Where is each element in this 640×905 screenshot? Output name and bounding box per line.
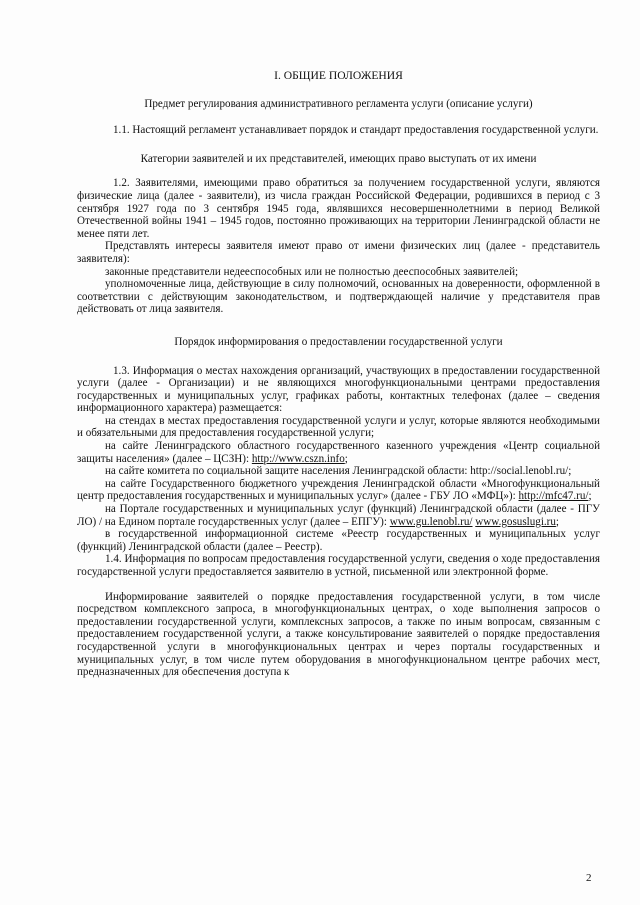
- page-content: [77, 70, 600, 679]
- paragraph-portal: [77, 503, 600, 528]
- paragraph-representatives: Представлять интересы заявителя имеют право от имени физических лиц (далее - представитель заявителя):: [77, 240, 600, 265]
- subject-heading: Предмет регулирования административного регламента услуги (описание услуги): [144, 97, 533, 110]
- page-number: 2: [586, 872, 592, 884]
- portal-link-gosuslugi[interactable]: www.gosuslugi.ru: [475, 515, 556, 528]
- paragraph-1-1: 1.1. Настоящий регламент устанавливает порядок и стандарт предоставления государственной услуги.: [113, 124, 599, 137]
- portal-end: ;: [555, 515, 560, 528]
- portal-link-lenobl[interactable]: www.gu.lenobl.ru/: [389, 515, 473, 528]
- paragraph-committee: на сайте комитета по социальной защите населения Ленинградской области: http://social.lenobl.ru/;: [105, 465, 572, 478]
- paragraph-cszn: [77, 440, 600, 465]
- paragraph-1-3: 1.3. Информация о местах нахождения организаций, участвующих в предоставлении государственной услуги (далее - Организации) и не являющихся многофункциональными центрами предоставления государственных и муниципальных услуг, графиках работы, контактных телефонах (далее – сведения информационного характера) размещается:: [77, 364, 600, 415]
- mfc-text: на сайте Государственного бюджетного учреждения Ленинградской области «Многофункциональный центр предоставления государственных и муниципальных услуг» (далее - ГБУ ЛО «МФЦ»):: [77, 477, 600, 503]
- paragraph-stands: на стендах в местах предоставления государственной услуги и услуг, которые являются необходимыми и обязательными для предоставления государственной услуги;: [77, 414, 600, 440]
- paragraph-informing: Информирование заявителей о порядке предоставления государственной услуги, в том числе посредством комплексного запроса, в многофункциональных центрах, о ходе выполнения запросов о предоставлении государственной услуги, комплексных запросов, а также по иным вопросам, связанным с предоставлением государственной услуги, а также консультирование заявителей о порядке предоставления государственной услуги в многофункциональных центрах и через порталы государственных и муниципальных услуг, в том числе путем оборудования в многофункциональном центре рабочих мест, предназначенных для обеспечения доступа к: [77, 590, 600, 679]
- paragraph-1-2: 1.2. Заявителями, имеющими право обратиться за получением государственной услуги, являются физические лица (далее - заявители), из числа граждан Российской Федерации, родившихся в период с 3 сентября 1927 года по 3 сентября 1945 года, являвшихся несовершеннолетними в период Великой Отечественной войны 1941 – 1945 годов, постоянно проживающих на территории Ленинградской области не менее пяти лет.: [77, 177, 600, 240]
- mfc-link[interactable]: http://mfc47.ru/: [518, 490, 589, 503]
- paragraph-mfc: [77, 478, 600, 503]
- info-heading: Порядок информирования о предоставлении государственной услуги: [174, 335, 503, 348]
- cszn-text: на сайте Ленинградского областного государственного казенного учреждения «Центр социальной защиты населения» (далее – ЦСЗН):: [77, 440, 600, 465]
- paragraph-registry: в государственной информационной системе «Реестр государственных и муниципальных услуг (функций) Ленинградской области (далее – Реестр).: [77, 528, 600, 553]
- applicants-heading: Категории заявителей и их представителей, имеющих право выступать от их имени: [140, 152, 537, 165]
- cszn-end: ;: [344, 452, 348, 465]
- paragraph-authorized-persons: уполномоченные лица, действующие в силу полномочий, основанных на доверенности, оформленной в соответствии с действующим законодательством, и подтверждающей наличие у представителя прав действовать от лица заявителя.: [77, 278, 600, 316]
- paragraph-1-4: 1.4. Информация по вопросам предоставления государственной услуги, сведения о ходе предоставления государственной услуги предоставляется заявителю в устной, письменной или электронной форме.: [77, 553, 600, 578]
- portal-text: на Портале государственных и муниципальных услуг (функций) Ленинградской области (далее - ПГУ ЛО) / на Едином портале государственных услуг (далее – ЕПГУ):: [77, 503, 600, 528]
- section-title: I. ОБЩИЕ ПОЛОЖЕНИЯ: [274, 69, 403, 82]
- cszn-link[interactable]: http://www.cszn.info: [251, 452, 345, 465]
- paragraph-legal-representatives: законные представители недееспособных или не полностью дееспособных заявителей;: [105, 265, 519, 278]
- mfc-end: ;: [588, 490, 592, 503]
